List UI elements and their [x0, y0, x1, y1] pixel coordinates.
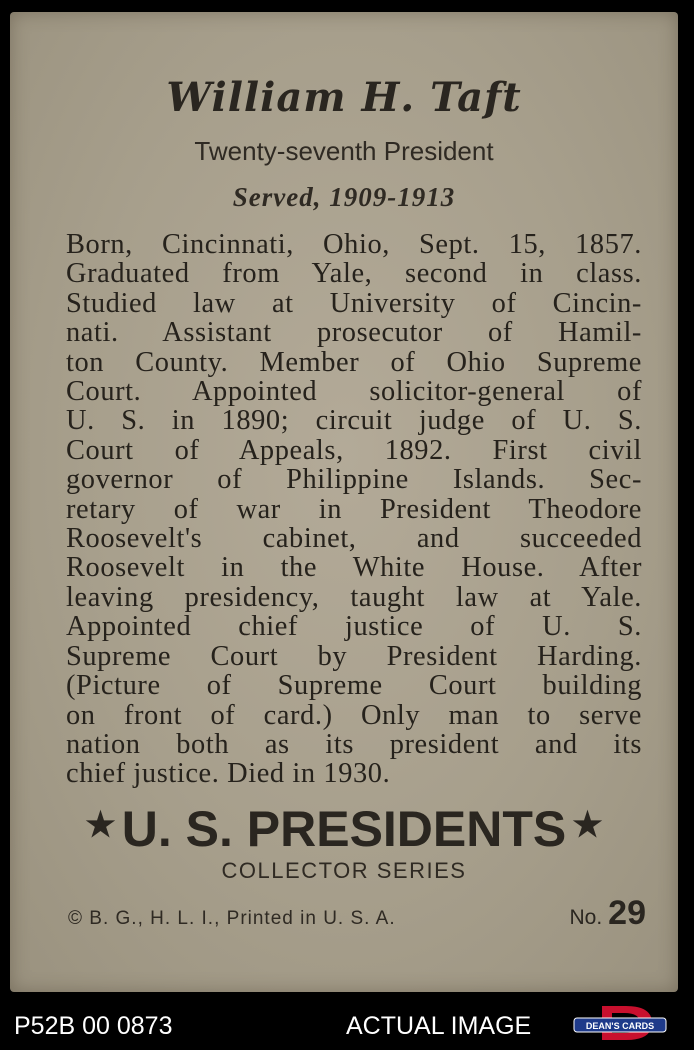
- certification-number: P52B 00 0873: [14, 1012, 173, 1040]
- series-subtitle: COLLECTOR SERIES: [221, 858, 467, 883]
- copyright-notice: © B. G., H. L. I., Printed in U. S. A.: [68, 908, 396, 929]
- bio-line: Roosevelt in the White House. After: [66, 552, 642, 584]
- bio-line: Supreme Court by President Harding.: [66, 640, 642, 672]
- bio-line: on front of card.) Only man to serve: [66, 699, 642, 731]
- series-title: U. S. PRESIDENTS: [121, 801, 567, 857]
- bio-line: leaving presidency, taught law at Yale.: [66, 581, 642, 613]
- series-title-row: [10, 800, 678, 858]
- star-icon: ★: [572, 806, 603, 844]
- card-number-value: 29: [608, 894, 646, 932]
- president-ordinal: Twenty-seventh President: [194, 136, 494, 166]
- card-number: [569, 894, 646, 933]
- bio-line: Roosevelt's cabinet, and succeeded: [66, 523, 642, 555]
- bio-line: Graduated from Yale, second in class.: [66, 258, 642, 290]
- star-icon: ★: [85, 806, 116, 844]
- bio-line: Appointed chief justice of U. S.: [66, 611, 642, 643]
- bio-line: nation both as its president and its: [66, 728, 642, 760]
- deans-cards-logo: [572, 1002, 668, 1044]
- bio-line: retary of war in President Theodore: [66, 493, 642, 525]
- card-number-label: No.: [569, 906, 603, 929]
- bio-line: governor of Philippine Islands. Sec-: [66, 464, 642, 496]
- bio-line: chief justice. Died in 1930.: [66, 758, 391, 790]
- actual-image-label: ACTUAL IMAGE: [346, 1012, 532, 1040]
- bio-line: U. S. in 1890; circuit judge of U. S.: [66, 405, 642, 437]
- trading-card-back: [10, 12, 678, 992]
- logo-text: DEAN'S CARDS: [585, 1021, 655, 1031]
- bio-line: Court of Appeals, 1892. First civil: [66, 434, 642, 466]
- bio-line: Studied law at University of Cincin-: [66, 287, 642, 319]
- bio-line: nati. Assistant prosecutor of Hamil-: [66, 317, 642, 349]
- served-years: Served, 1909-1913: [232, 182, 456, 212]
- bio-line: ton County. Member of Ohio Supreme: [66, 346, 642, 378]
- bio-line: Born, Cincinnati, Ohio, Sept. 15, 1857.: [66, 229, 642, 260]
- bio-line: Court. Appointed solicitor-general of: [66, 376, 642, 408]
- bio-line: (Picture of Supreme Court building: [66, 670, 642, 702]
- watermark-bar: [0, 1000, 694, 1050]
- president-name: William H. Taft: [166, 74, 522, 121]
- biography-text: [66, 230, 642, 789]
